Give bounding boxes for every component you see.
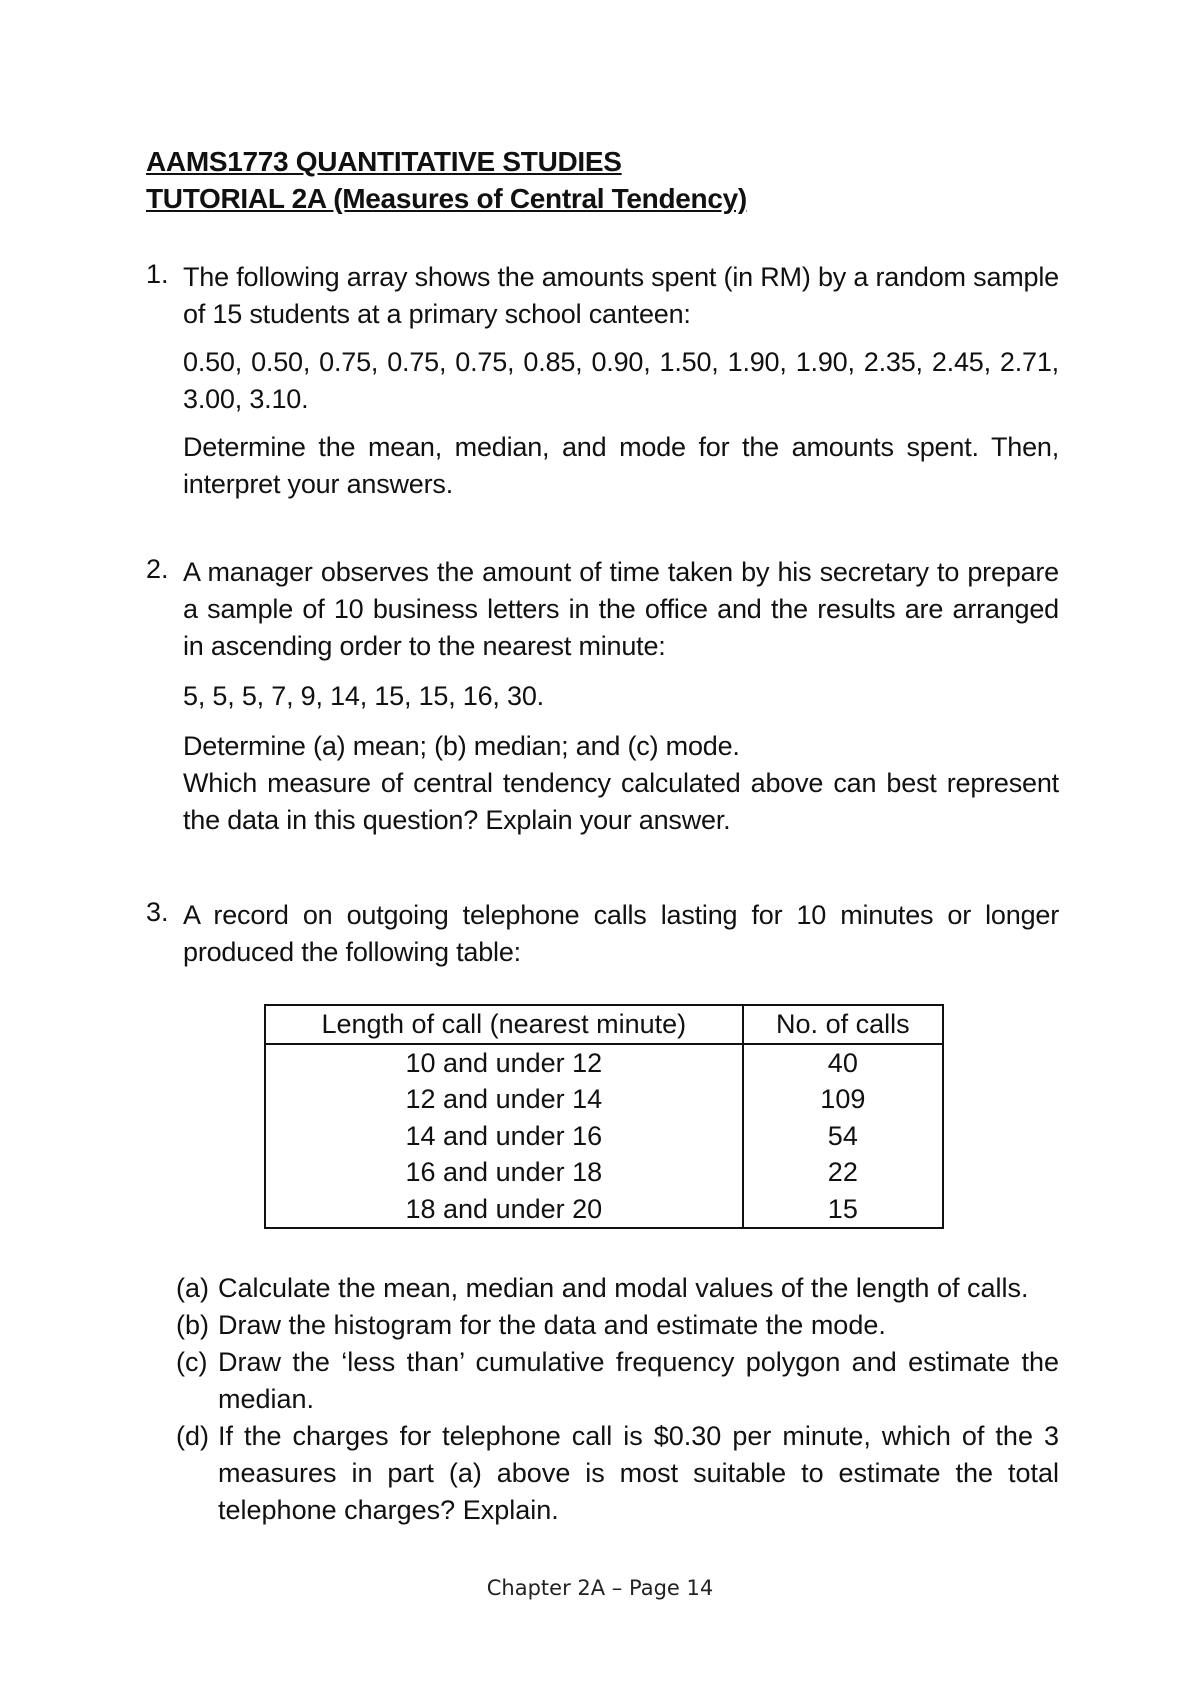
table-cell-length: 14 and under 16 xyxy=(265,1118,743,1155)
part-label: (d) xyxy=(176,1421,209,1451)
question-3-part-c xyxy=(176,1344,1059,1418)
part-label: (b) xyxy=(176,1310,209,1340)
table-cell-calls: 40 xyxy=(743,1044,943,1082)
question-1-task: Determine the mean, median, and mode for the amounts spent. Then, interpret your answers. xyxy=(183,432,1059,499)
question-2-task-1: Determine (a) mean; (b) median; and (c) mode. xyxy=(183,731,740,761)
part-text: Calculate the mean, median and modal values of the length of calls. xyxy=(218,1273,1029,1303)
table-cell-calls: 54 xyxy=(743,1118,943,1155)
question-3-part-a xyxy=(176,1270,1059,1307)
question-2-data: 5, 5, 5, 7, 9, 14, 15, 15, 16, 30. xyxy=(183,681,544,711)
part-text: Draw the histogram for the data and estimate the mode. xyxy=(218,1310,886,1340)
question-1 xyxy=(183,259,1059,503)
table-cell-length: 12 and under 14 xyxy=(265,1081,743,1118)
question-3-number: 3. xyxy=(146,897,169,927)
question-2-task-2: Which measure of central tendency calculated above can best represent the data in this question? Explain your answer. xyxy=(183,768,1059,835)
table-row xyxy=(265,1044,943,1082)
table-cell-calls: 22 xyxy=(743,1154,943,1191)
question-2 xyxy=(183,554,1059,839)
table-row xyxy=(265,1118,943,1155)
calls-table xyxy=(264,1004,944,1229)
table-header-row xyxy=(265,1005,943,1044)
table-cell-calls: 109 xyxy=(743,1081,943,1118)
table-row xyxy=(265,1154,943,1191)
table-cell-calls: 15 xyxy=(743,1191,943,1229)
table-cell-length: 10 and under 12 xyxy=(265,1044,743,1082)
table-row xyxy=(265,1191,943,1229)
table-row xyxy=(265,1081,943,1118)
page-footer: Chapter 2A – Page 14 xyxy=(486,1576,714,1600)
question-2-intro: A manager observes the amount of time taken by his secretary to prepare a sample of 10 business letters in the office and the results are arranged in ascending order to the nearest minute: xyxy=(183,557,1059,661)
part-text: Draw the ‘less than’ cumulative frequency polygon and estimate the median. xyxy=(218,1347,1059,1414)
question-1-intro: The following array shows the amounts spent (in RM) by a random sample of 15 students at a primary school canteen: xyxy=(183,262,1059,329)
question-1-number: 1. xyxy=(146,259,169,289)
question-3-part-b xyxy=(176,1307,1059,1344)
table-header-calls: No. of calls xyxy=(743,1005,943,1044)
course-title: AAMS1773 QUANTITATIVE STUDIES xyxy=(146,146,622,177)
question-2-number: 2. xyxy=(146,554,169,584)
part-text: If the charges for telephone call is $0.30 per minute, which of the 3 measures in part (a) above is most suitable to estimate the total telephone charges? Explain. xyxy=(218,1421,1059,1525)
question-3-intro: A record on outgoing telephone calls lasting for 10 minutes or longer produced the following table: xyxy=(183,900,1059,967)
tutorial-title: TUTORIAL 2A (Measures of Central Tendency) xyxy=(146,183,747,214)
table-cell-length: 16 and under 18 xyxy=(265,1154,743,1191)
table-header-length: Length of call (nearest minute) xyxy=(265,1005,743,1044)
question-3 xyxy=(183,897,1059,971)
question-1-data: 0.50, 0.50, 0.75, 0.75, 0.75, 0.85, 0.90, 1.50, 1.90, 1.90, 2.35, 2.45, 2.71, 3.00, 3.10. xyxy=(183,347,1059,414)
part-label: (c) xyxy=(176,1347,208,1377)
part-label: (a) xyxy=(176,1273,209,1303)
question-3-part-d xyxy=(176,1418,1059,1529)
table-cell-length: 18 and under 20 xyxy=(265,1191,743,1229)
